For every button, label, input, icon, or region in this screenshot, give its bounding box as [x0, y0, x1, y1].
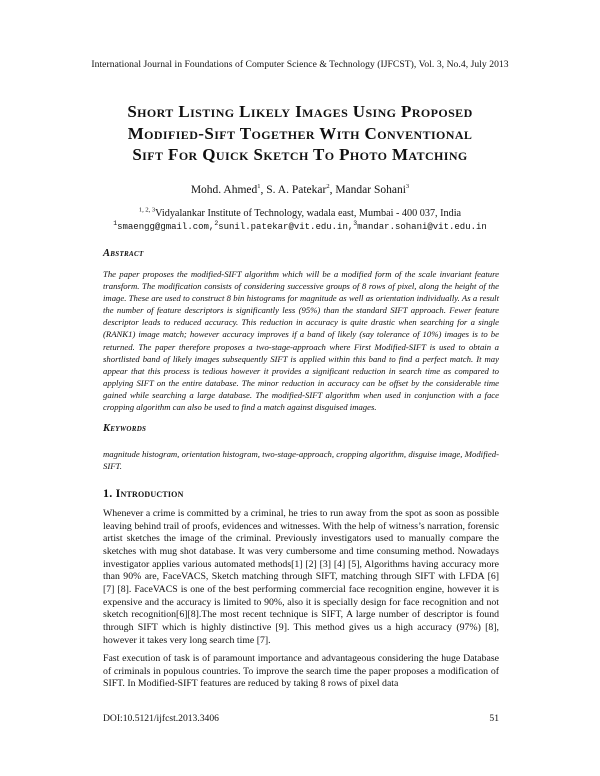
email-sup: 2	[214, 220, 219, 227]
email-address[interactable]: mandar.sohani@vit.edu.in	[357, 222, 487, 232]
keywords-heading: Keywords	[103, 423, 147, 434]
affiliation	[0, 208, 600, 219]
title-line: Sift For Quick Sketch To Photo Matching	[132, 145, 468, 164]
author-sup: 3	[405, 183, 410, 191]
affiliation-sup: 1, 2, 3	[138, 206, 156, 214]
email-address[interactable]: smaengg@gmail.com,	[117, 222, 215, 232]
abstract-heading: Abstract	[103, 248, 144, 259]
author-sup: 2	[326, 183, 330, 191]
abstract-text: The paper proposes the modified-SIFT algorithm which will be a modified form of the scale invariant feature transform. The modification consists of considering successive groups of 8 rows of pixel, along the height of the image. These are used to construct 8 bin histograms for magnitude as well as orientation individually. As a result the number of feature descriptors is significantly less (95%) than the standard SIFT approach. Fewer feature descriptor leads to reduced accuracy. This reduction in accuracy is quite drastic when searching for a single (RANK1) image match; however accuracy improves if a band of likely (say tolerance of 10%) images is to be returned. The paper therefore proposes a two-stage-approach where First Modified-SIFT is used to obtain a shortlisted band of likely images subsequently SIFT is applied within this band to find a perfect match. It may appear that this process is tedious however it provides a significant reduction in search time as compared to applying SIFT on the entire database. The minor reduction in accuracy can be offset by the considerable time gained while searching a large database. The modified-SIFT algorithm when used in conjunction with a face cropping algorithm can also be used to find a match against disguised images.	[103, 269, 499, 413]
author-sup: 1	[257, 183, 261, 191]
footer-doi: DOI:10.5121/ijfcst.2013.3406	[103, 713, 219, 724]
author-name: Mohd. Ahmed	[190, 184, 258, 196]
introduction-heading: 1. Introduction	[103, 486, 184, 500]
email-sup: 3	[353, 220, 358, 227]
email-list	[0, 222, 600, 232]
page-number: 51	[489, 713, 499, 724]
affiliation-text: Vidyalankar Institute of Technology, wadala east, Mumbai - 400 037, India	[155, 208, 462, 219]
introduction-paragraph: Whenever a crime is committed by a criminal, he tries to run away from the spot as soon as possible leaving behind trail of proofs, evidences and witnesses. With the help of witness’s narration, forensic artist sketches the image of the criminal. Previously investigators used to manually compare the sketches with mug shot database. It was very cumbersome and time consuming method. Nowadays investigator applies various automated methods[1] [2] [3] [4] [5], Algorithms having accuracy more than 90% are, FaceVACS, Sketch matching through SIFT, matching through SIFT with LFDA [6] [7] [8]. FaceVACS is one of the best performing commercial face recognition engine, however it is expensive and the accuracy is limited to 90%, also it is specially design for face recognition and not sketch recognition[6][8].The most recent technique is SIFT, A large number of descriptor is found through SIFT which is highly distinctive [9]. This method gives us a high accuracy (97%) [8], however it takes very long search time [7].	[103, 508, 499, 646]
email-address[interactable]: sunil.patekar@vit.edu.in,	[218, 222, 354, 232]
introduction-paragraph: Fast execution of task is of paramount importance and advantageous considering the huge Database of criminals in populous countries. To improve the search time the paper proposes a modification of SIFT. In Modified-SIFT features are reduced by taking 8 rows of pixel data	[103, 653, 499, 690]
author-name: S. A. Patekar	[266, 184, 327, 196]
author-list: Mohd. Ahmed$^1$, S. A. Patekar$^2$, Mandar Sohani$^3$	[190, 183, 410, 196]
author-name: Mandar Sohani	[335, 184, 406, 196]
title-line: Modified-Sift Together With Conventional	[127, 123, 473, 143]
keywords-text: magnitude histogram, orientation histogram, two-stage-approach, cropping algorithm, disguise image, Modified-SIFT.	[103, 449, 499, 472]
paper-title	[70, 101, 530, 166]
title-line: Short Listing Likely Images Using Proposed	[127, 102, 473, 121]
email-sup: 1	[113, 220, 118, 227]
journal-header: International Journal in Foundations of Computer Science & Technology (IJFCST), Vol. 3, No.4, July 2013	[91, 59, 509, 70]
